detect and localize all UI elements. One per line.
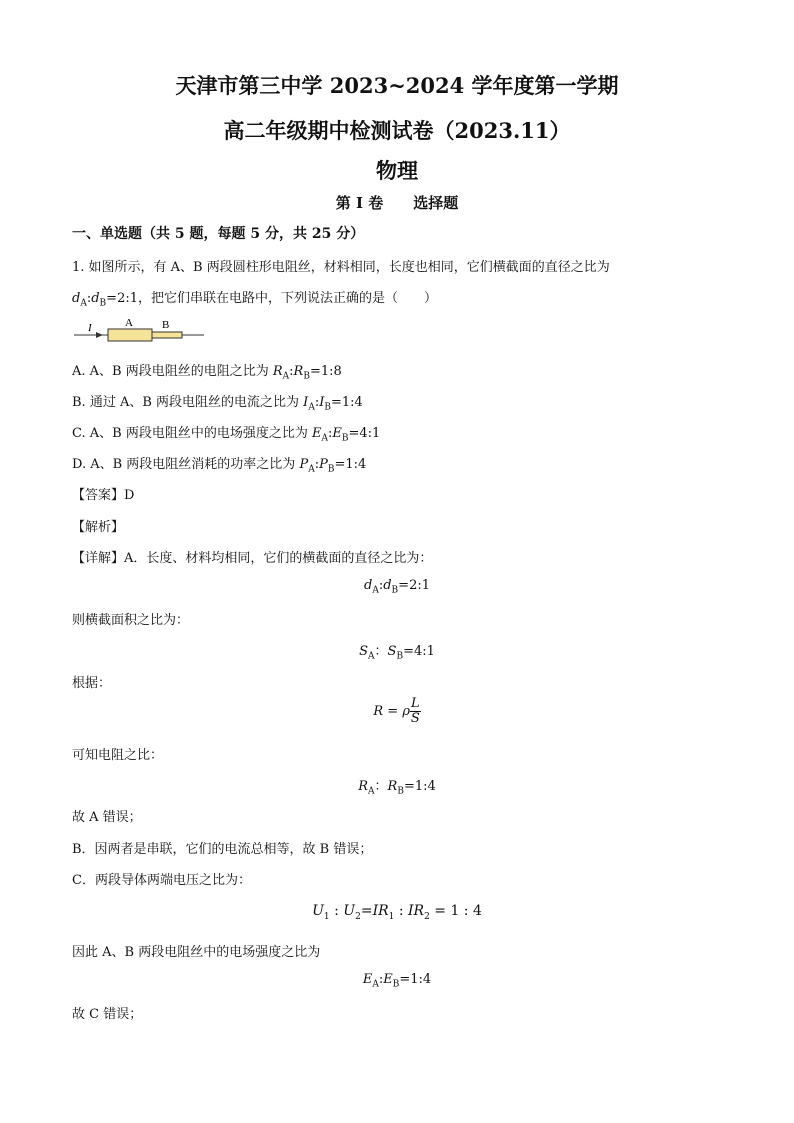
option-d: D. A、B 两段电阻丝消耗的功率之比为 $P_A:P_B=1:4$ (72, 457, 367, 475)
resistor-b (152, 332, 182, 338)
a-wrong-text: 故 A 错误； (72, 810, 142, 825)
resistor-figure (72, 315, 212, 345)
current-label: I (88, 322, 92, 334)
equation-area-ratio: $S_A$：$S_B=4:1$ (359, 644, 435, 662)
by-text: 根据： (72, 676, 112, 691)
label-a: A (125, 317, 133, 329)
equation-resistance-ratio: $R_A$：$R_B=1:4$ (358, 779, 436, 797)
answer-label: 【答案】D (72, 488, 135, 503)
title-subject: 物理 (376, 158, 418, 183)
area-ratio-text: 则横截面积之比为： (72, 613, 190, 628)
option-a: A. A、B 两段电阻丝的电阻之比为 $R_A:R_B=1:8$ (72, 364, 342, 382)
stem-line2-text: =2:1，把它们串联在电路中，下列说法正确的是（ ） (106, 291, 437, 306)
detail-a-text: 【详解】A．长度、材料均相同，它们的横截面的直径之比为： (72, 551, 433, 566)
question-stem-line1: 1. 如图所示，有 A、B 两段圆柱形电阻丝，材料相同，长度也相同，它们横截面的直径之比为 (72, 260, 610, 275)
b-explanation: B．因两者是串联，它们的电流总相等，故 B 错误； (72, 842, 373, 857)
part-heading: 第 I 卷 选择题 (335, 194, 459, 212)
resistor-a (108, 329, 152, 341)
analysis-label: 【解析】 (72, 520, 125, 535)
title-exam: 高二年级期中检测试卷（2023.11） (223, 118, 571, 143)
option-c: C. A、B 两段电阻丝中的电场强度之比为 $E_A:E_B=4:1$ (72, 426, 381, 444)
equation-voltage-ratio: $U_1$ : $U_2=IR_1$ : $IR_2 = 1$ : 4 (312, 903, 482, 922)
field-ratio-text: 因此 A、B 两段电阻丝中的电场强度之比为 (72, 945, 321, 960)
question-stem-line2: $d_A:d_B=2:1$，把它们串联在电路中，下列说法正确的是（ ） (72, 291, 437, 309)
section-heading: 一、单选题（共 5 题，每题 5 分，共 25 分） (72, 226, 365, 242)
option-b: B. 通过 A、B 两段电阻丝的电流之比为 $I_A:I_B=1:4$ (72, 395, 363, 413)
equation-diameter-ratio: $d_A:d_B=2:1$ (364, 578, 430, 596)
equation-field-ratio: $E_A:E_B=1:4$ (362, 972, 432, 990)
c-wrong-text: 故 C 错误； (72, 1007, 143, 1022)
title-school: 天津市第三中学 2023~2024 学年度第一学期 (175, 73, 619, 98)
c-explanation: C．两段导体两端电压之比为： (72, 873, 251, 888)
resistance-ratio-text: 可知电阻之比： (72, 748, 164, 763)
equation-resistance-formula: R = ρ $\frac{L}{S}$ (373, 696, 420, 726)
label-b: B (162, 319, 170, 331)
